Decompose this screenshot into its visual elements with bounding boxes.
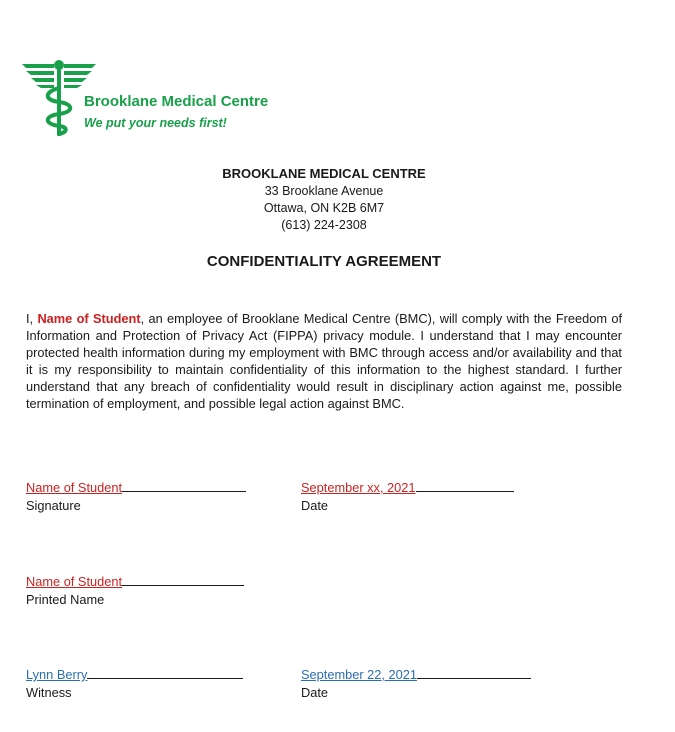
printed-name-field[interactable]: [26, 574, 244, 589]
witness-line: [87, 678, 243, 679]
witness-label: Witness: [26, 685, 72, 700]
org-name: BROOKLANE MEDICAL CENTRE: [222, 166, 426, 181]
signature-date-line: [416, 491, 514, 492]
agreement-paragraph: [26, 311, 622, 412]
agreement-text: , an employee of Brooklane Medical Centre (BMC), will comply with the Freedom of Information and Protection of Privacy Act (FIPPA) privacy module. I understand that I may encounter protected health information during my employment with BMC through access and/or availability and that it is my responsibility to maintain confidentiality of this information to the highest standard. I further understand that any breach of confidentiality would result in disciplinary action against me, possible termination of employment, and possible legal action against BMC.: [26, 311, 623, 411]
signature-line: [122, 491, 246, 492]
witness-date-line: [417, 678, 531, 679]
phone-number: (613) 224-2308: [281, 218, 367, 232]
printed-name-line: [122, 585, 244, 586]
address-line-1: 33 Brooklane Avenue: [264, 184, 384, 198]
signature-field[interactable]: [26, 480, 246, 495]
witness-date-label: Date: [301, 685, 329, 700]
signature-label: Signature: [26, 498, 81, 513]
witness-value: Lynn Berry: [26, 667, 88, 682]
brand-tagline: We put your needs first!: [84, 116, 227, 130]
signature-value: Name of Student: [26, 480, 123, 495]
signature-date-value: September xx, 2021: [301, 480, 416, 495]
signature-date-field[interactable]: [301, 480, 514, 495]
student-name-placeholder: Name of Student: [37, 311, 141, 326]
agreement-prefix: I,: [26, 311, 38, 326]
address-line-2: Ottawa, ON K2B 6M7: [263, 201, 385, 215]
witness-date-field[interactable]: [301, 667, 531, 682]
printed-name-value: Name of Student: [26, 574, 123, 589]
printed-name-label: Printed Name: [26, 592, 105, 607]
signature-date-label: Date: [301, 498, 329, 513]
brand-name: Brooklane Medical Centre: [84, 93, 269, 110]
witness-date-value: September 22, 2021: [301, 667, 417, 682]
document-title: CONFIDENTIALITY AGREEMENT: [206, 253, 442, 270]
witness-field[interactable]: [26, 667, 243, 682]
